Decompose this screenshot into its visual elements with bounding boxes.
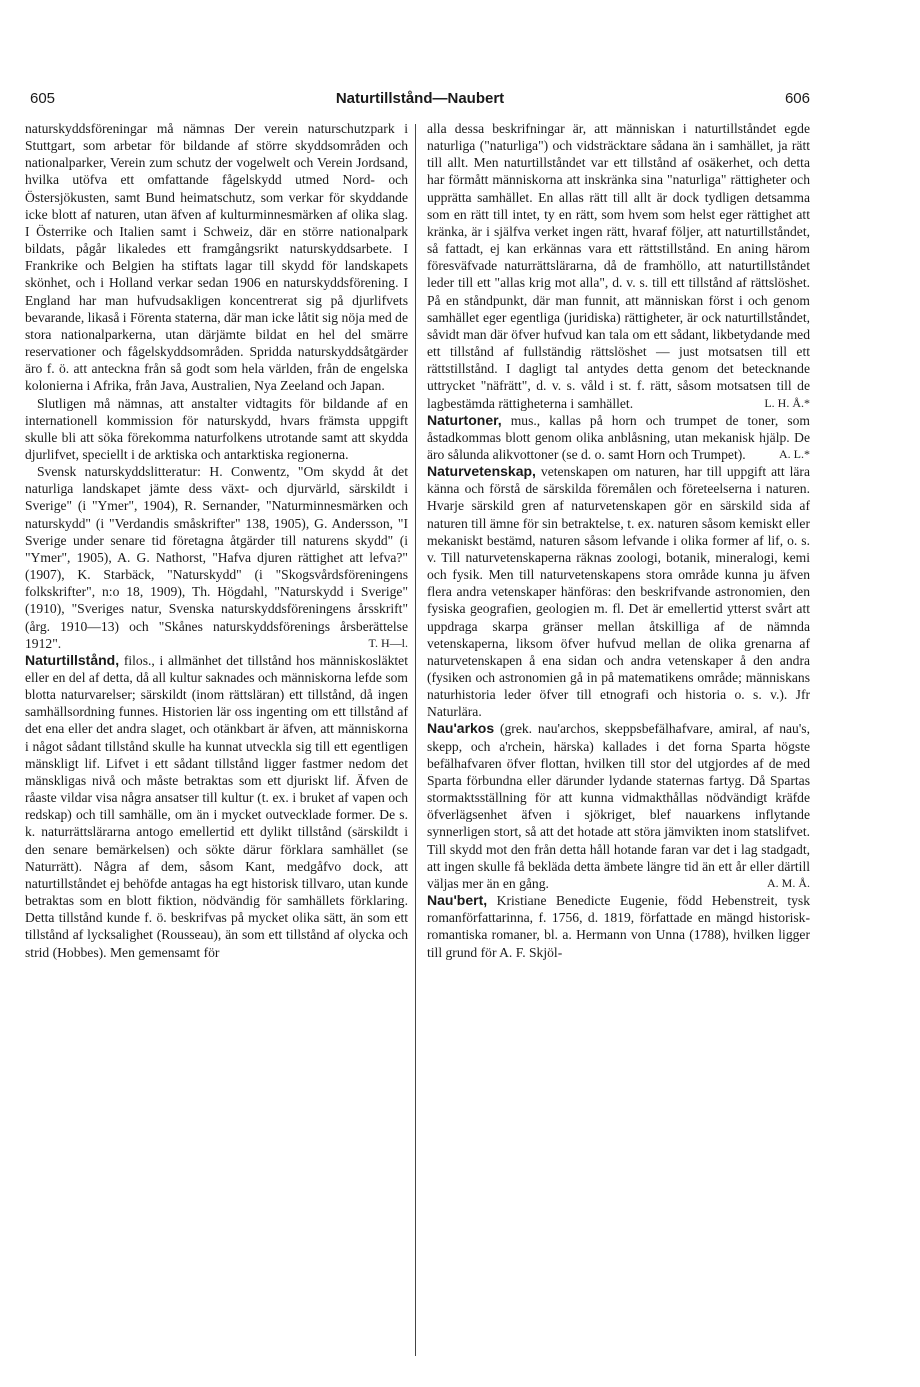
column-divider xyxy=(415,124,416,1356)
entry-naturvetenskap xyxy=(427,463,810,720)
entry-nauarkos xyxy=(427,720,810,892)
entry-headword: Naturtoner, xyxy=(427,411,502,428)
author-signature: A. M. Å. xyxy=(766,875,810,890)
entry-headword: Naturtillstånd, xyxy=(25,651,120,668)
author-signature: A. L.* xyxy=(779,446,810,461)
right-column xyxy=(427,120,810,961)
entry-text: filos., i allmänhet det tillstånd hos människosläktet eller en del af detta, då all kultur saknades och människorna lefde som blotta naturvarelser; särskildt (inom rättsläran) ett tillstånd, då ingen samhällsordning funnes. Historien lär oss ingenting om ett tillstånd af det ena eller det andra slaget, och otänkbart är äfven, att människorna i något sådant tillstånd skulle ha kunnat utveckla sig till ett egentligen mänskligt lif. Lifvet i ett sådant tillstånd ligger fastmer nedom det mänskligas nivå och måste betraktas som ett djuriskt lif. Äfven de råaste vildar visa några ansatser till kultur (t. ex. i bruket af vapen och redskap) och till samhälle, om än i mycket outvecklade former. De s. k. naturrättslärarna antogo emellertid ett dylikt tillstånd (särskildt i den senare bemärkelsen) och sökte därur förklara samhället (se Naturrätt). Några af dem, såsom Kant, medgåfvo dock, att naturtillståndet ej behöfde antagas ha egt historisk tillvaro, utan kunde betraktas som en blott fiktion, nödvändig för samhällets förklaring. Detta tillstånd kunde f. ö. beskrifvas på mycket olika sätt, än som ett tillstånd af lycksalighet (Rousseau), än som ett tillstånd af olycka och strid (Hobbes). Men gemensamt för xyxy=(25,652,408,960)
entry-text: Kristiane Benedicte Eugenie, född Hebenstreit, tysk romanförfattarinna, f. 1756, d. 1819, författade en mängd historisk-romantiska romaner, bl. a. Hermann von Unna (1788), hvilken ligger till grund för A. F. Skjöl- xyxy=(427,893,810,960)
author-signature: L. H. Å.* xyxy=(764,395,810,410)
right-page-number: 606 xyxy=(784,90,810,107)
bibliography-text: Svensk naturskyddslitteratur: H. Conwentz, "Om skydd åt det naturliga landskapet jämte dess växt- och djurvärld, särskildt i Sverige" (i "Ymer", 1904), R. Sernander, "Naturminnesmärken och naturskydd" (i "Verdandis småskrifter" 138, 1905), G. Andersson, "I Sverige under senare tid företagna åtgärder till naturens skydd" (i "Ymer", 1905), A. G. Nathorst, "Hafva djuren rättighet att lefva?" (1907), K. Starbäck, "Naturskydd" (i "Skogsvårdsföreningens folkskrifter", n:o 18, 1909), Th. Högdahl, "Naturskydd i Sverige" (1910), "Sveriges natur, Svenska naturskyddsföreningens årsskrift" (årg. 1910—13) och "Skånes naturskyddsförenings årsberättelse 1912". xyxy=(25,464,408,651)
bibliography-paragraph xyxy=(25,463,408,652)
page-header xyxy=(30,90,810,112)
paragraph-text: alla dessa beskrifningar är, att människan i naturtillståndet egde naturliga ("naturliga") och vidsträcktare sådana än i samhället, ja rätt till allt. Men naturtillståndet var ett tillstånd af osäkerhet, och detta har förmått människorna att inskränka sina "naturliga" rättigheter och upprätta samhället. En allas rätt till allt är dock tydligen detsamma som en rätt till intet, ty en rätt, som hvem som helst eger rättighet att kränka, är i själfva verket ingen rätt, hvaraf följer, att naturtillståndet, så fattadt, ej kan erkännas vara ett rättstillstånd. En aning härom föresväfvade naturrättslärarna, då de framhöllo, att naturtillståndet leder till ett "allas krig mot alla", d. v. s. till ett tillstånd af rättslöshet. På en ståndpunkt, där man funnit, att människan först i och genom samhället eger egentliga (juridiska) rättigheter, är ock naturtillståndet, såvidt man där öfver hufvud kan tala om ett sådant, likbetydande med ett tillstånd af fullständig rättslöshet — just motsatsen till ett rättstillstånd. I dagligt tal antydes detta genom det betecknande uttrycket "näfrätt", d. v. s. våld i st. f. rätt, såsom motsatsen till de lagbestämda rättigheterna i samhället. xyxy=(427,121,810,411)
left-page-number: 605 xyxy=(30,90,56,107)
running-title: Naturtillstånd—Naubert xyxy=(335,90,505,107)
entry-text: mus., kallas på horn och trumpet de toner, som åstadkommas blott genom olika anblåsning, utan mekanisk hjälp. De äro sålunda alikvottoner (se d. o. samt Horn och Trumpet). xyxy=(427,412,810,462)
entry-naturtoner xyxy=(427,412,810,463)
entry-headword: Nau'arkos xyxy=(427,720,495,737)
left-column xyxy=(25,120,408,961)
author-signature: T. H—l. xyxy=(368,635,408,650)
continued-paragraph xyxy=(427,120,810,412)
entry-headword: Nau'bert, xyxy=(427,892,488,909)
entry-text: vetenskapen om naturen, har till uppgift att lära känna och förstå de särskilda föremålen och företeelserna i naturen. Hvarje särskild gren af naturvetenskapen gör en särskild sida af naturen till ämne för sin betraktelse, t. ex. naturen såsom kemiskt eller mekaniskt bestämd, naturen såsom lefvande i olika former af lif, o. s. v. Till naturvetenskaperna räknas zoologi, botanik, mineralogi, kemi och fysik. Men till naturvetenskapens stora område kunna ju äfven flera andra vetenskaper hänföras: den beskrifvande astronomien, den fysiska geografien, geologien m. fl. Det är emellertid ytterst svårt att uppdraga skarpa gränser mellan åtskilliga af de nämnda vetenskaperna, liksom öfver hufvud mellan de olika grenarna af naturvetenskapen å ena sidan och andra vetenskaper å den andra (fysiken och astronomien gå in på matematikens område; människans naturhistoria leder öfver till etnografi och historia o. s. v.). Jfr Naturlära. xyxy=(427,464,810,720)
entry-naubert xyxy=(427,892,810,961)
entry-naturtillstand xyxy=(25,652,408,961)
paragraph: Slutligen må nämnas, att anstalter vidtagits för bildande af en internationell kommission för naturskydd, hvars främsta uppgift skulle bli att söka förekomma naturfolkens utrotande samt att skydda djurlifvet, speciellt i de arktiska och antarktiska regionerna. xyxy=(25,395,408,462)
paragraph: naturskyddsföreningar må nämnas Der verein naturschutzpark i Stuttgart, som arbetar för bildande af större skyddsområden och nationalparker, Verein zum schutz der vogelwelt och Verein Jordsand, hvilka utöfva ett omfattande fågelskydd utmed Nord- och Östersjökusten, samt Bund heimatschutz, som verkar för skyddande icke blott af naturen, utan äfven af kulturminnesmärken af olika slag. I Österrike och Italien samt i Schweiz, där en större nationalpark bildats, pågår likaledes ett framgångsrikt naturskyddsarbete. I Frankrike och Belgien ha stiftats lagar till skydd för landskapets skönhet, och i Holland verkar sedan 1906 en naturskyddsförening. I England har man hufvudsakligen koncentrerat sig på djurlifvets bevarande, likaså i Förenta staterna, där man icke låtit sig nöja med de stora nationalparkerna, utan därjämte bildat en hel del smärre reservationer och fågelskyddsområden. Spridda naturskyddsåtgärder äro f. ö. att anteckna från så godt som hela världen, från de engelska kolonierna i Afrika, från Java, Australien, Nya Zeeland och Japan. xyxy=(25,121,408,394)
entry-headword: Naturvetenskap, xyxy=(427,463,536,480)
entry-text: (grek. nau'archos, skeppsbefälhafvare, amiral, af nau's, skepp, och a'rchein, härska) kallades i det forna Sparta högste befälhafvaren öfver flottan, hvilken till stor del utgjordes af de med Sparta förbundna eller därunder lydande staternas fartyg. Då Spartas stormaktsställning för att kunna vidmakthållas nödvändigt kräfde öfverlägsenhet äfven i sjökriget, blef nauarkens inflytande synnerligen stort, så att det hotade att störa jämvikten inom statslifvet. Till skydd mot den från detta håll hotande faran var det i lag stadgadt, att ingen skulle få bekläda detta ämbete längre tid än ett år eller därtill väljas mer än en gång. xyxy=(427,721,810,891)
